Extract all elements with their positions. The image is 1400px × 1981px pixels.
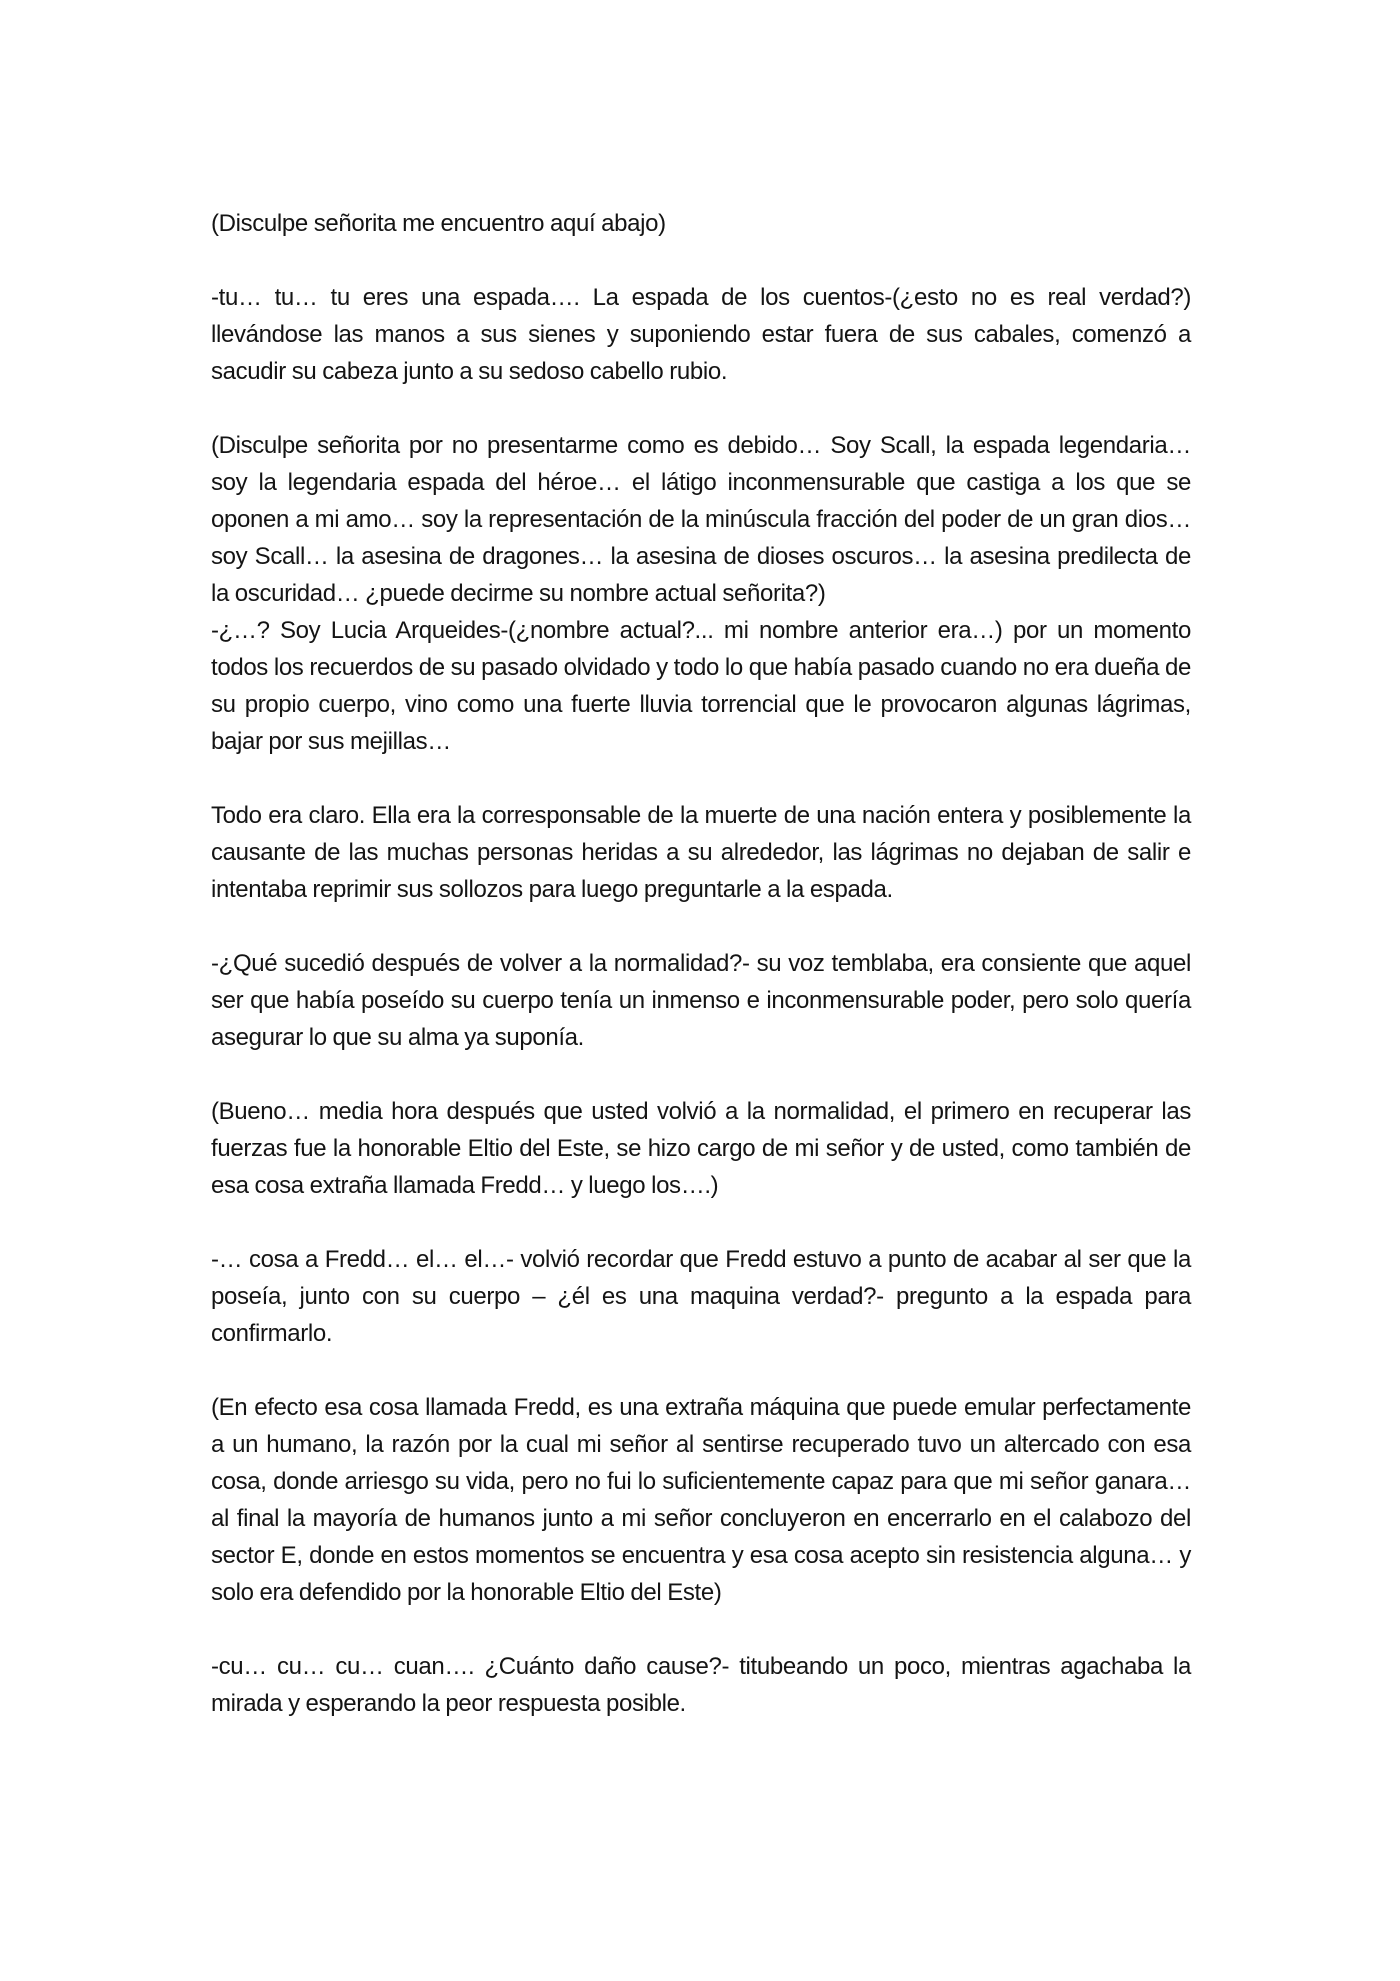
document-page: [211, 205, 1191, 1759]
paragraph-4: -¿…? Soy Lucia Arqueides-(¿nombre actual?... mi nombre anterior era…) por un momento todos los recuerdos de su pasado olvidado y todo lo que había pasado cuando no era dueña de su propio cuerpo, vino como una fuerte lluvia torrencial que le provocaron algunas lágrimas, bajar por sus mejillas…: [211, 617, 1191, 755]
paragraph-10: -cu… cu… cu… cuan…. ¿Cuánto daño cause?- titubeando un poco, mientras agachaba la mirada y esperando la peor respuesta posible.: [211, 1653, 1191, 1717]
paragraph-1: (Disculpe señorita me encuentro aquí abajo): [211, 210, 666, 237]
paragraph-6: -¿Qué sucedió después de volver a la normalidad?- su voz temblaba, era consiente que aquel ser que había poseído su cuerpo tenía un inmenso e inconmensurable poder, pero solo quería asegurar lo que su alma ya suponía.: [211, 950, 1191, 1051]
paragraph-2: -tu… tu… tu eres una espada…. La espada de los cuentos-(¿esto no es real verdad?) llevándose las manos a sus sienes y suponiendo estar fuera de sus cabales, comenzó a sacudir su cabeza junto a su sedoso cabello rubio.: [211, 284, 1191, 385]
paragraph-9: (En efecto esa cosa llamada Fredd, es una extraña máquina que puede emular perfectamente a un humano, la razón por la cual mi señor al sentirse recuperado tuvo un altercado con esa cosa, donde arriesgo su vida, pero no fui lo suficientemente capaz para que mi señor ganara… al final la mayoría de humanos junto a mi señor concluyeron en encerrarlo en el calabozo del sector E, donde en estos momentos se encuentra y esa cosa acepto sin resistencia alguna… y solo era defendido por la honorable Eltio del Este): [211, 1394, 1191, 1606]
paragraph-8: -… cosa a Fredd… el… el…- volvió recordar que Fredd estuvo a punto de acabar al ser que la poseía, junto con su cuerpo – ¿él es una maquina verdad?- pregunto a la espada para confirmarlo.: [211, 1246, 1191, 1347]
paragraph-5: Todo era claro. Ella era la corresponsable de la muerte de una nación entera y posiblemente la causante de las muchas personas heridas a su alrededor, las lágrimas no dejaban de salir e intentaba reprimir sus sollozos para luego preguntarle a la espada.: [211, 802, 1191, 903]
paragraph-7: (Bueno… media hora después que usted volvió a la normalidad, el primero en recuperar las fuerzas fue la honorable Eltio del Este, se hizo cargo de mi señor y de usted, como también de esa cosa extraña llamada Fredd… y luego los….): [211, 1098, 1191, 1199]
paragraph-3: (Disculpe señorita por no presentarme como es debido… Soy Scall, la espada legendaria… soy la legendaria espada del héroe… el látigo inconmensurable que castiga a los que se oponen a mi amo… soy la representación de la minúscula fracción del poder de un gran dios… soy Scall… la asesina de dragones… la asesina de dioses oscuros… la asesina predilecta de la oscuridad… ¿puede decirme su nombre actual señorita?): [211, 432, 1191, 607]
